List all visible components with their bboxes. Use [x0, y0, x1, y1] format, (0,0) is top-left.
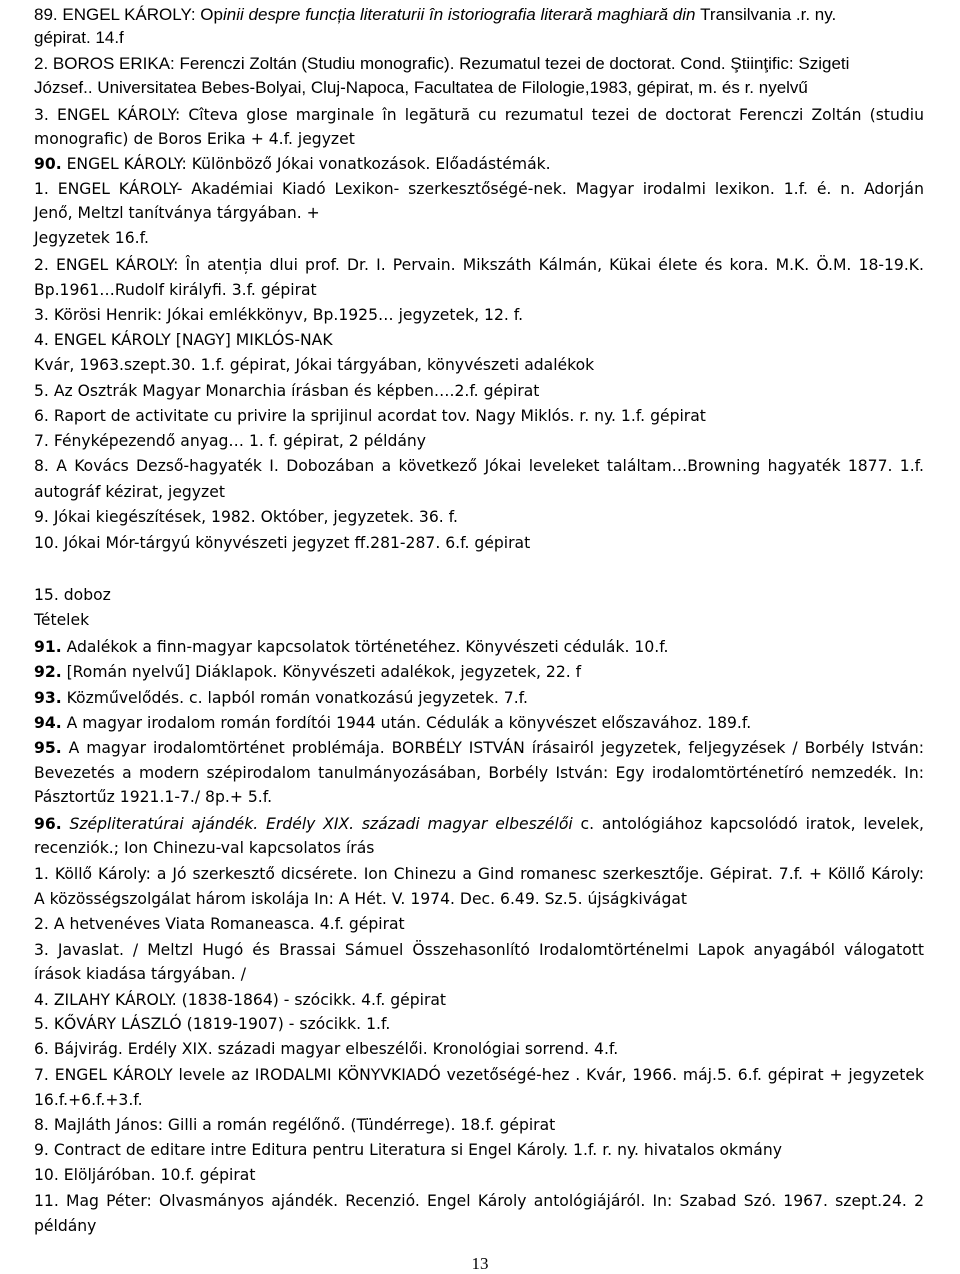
document-line: 4. ZILAHY KÁROLY. (1838-1864) - szócikk. 4.f. gépirat [34, 991, 447, 1009]
document-line: Jegyzetek 16.f. [34, 229, 149, 247]
document-line: 7. Fényképezendő anyag… 1. f. gépirat, 2 példány [34, 432, 427, 450]
document-line: 11. Mag Péter: Olvasmányos ajándék. Recenzió. Engel Károly antológiájáról. In: Szabad Szó. 1967. szept.24. 2 [34, 1192, 924, 1210]
document-line: 15. doboz [34, 586, 111, 604]
document-line: A közösségszolgálat három iskolája In: A Hét. V. 1974. Dec. 6.49. Sz.5. újságkivágat [34, 890, 688, 908]
document-line: példány [34, 1217, 97, 1235]
document-line: 7. ENGEL KÁROLY levele az IRODALMI KÖNYVKIADÓ vezetőségé-hez . Kvár, 1966. máj.5. 6.f. gépirat + jegyzetek [34, 1066, 924, 1084]
document-line: 9. Jókai kiegészítések, 1982. Október, jegyzetek. 36. f. [34, 508, 458, 526]
document-line: 3. Javaslat. / Meltzl Hugó és Brassai Sámuel Összehasonlító Irodalomtörténelmi Lapok anyagából válogatott [34, 941, 924, 959]
document-line: Bp.1961…Rudolf királyfi. 3.f. gépirat [34, 281, 317, 299]
document-line: gépirat. 14.f [34, 28, 124, 47]
document-line: Jenő, Meltzl tanítványa tárgyában. + [34, 204, 320, 222]
document-line: Pásztortűz 1921.1-7./ 8p.+ 5.f. [34, 788, 273, 806]
document-line: Kvár, 1963.szept.30. 1.f. gépirat, Jókai tárgyában, könyvészeti adalékok [34, 356, 595, 374]
document-line: 93. Közművelődés. c. lapból román vonatkozású jegyzetek. 7.f. [34, 689, 528, 707]
document-line: 10. Jókai Mór-tárgyú könyvészeti jegyzet ff.281-287. 6.f. gépirat [34, 534, 531, 552]
document-line: 94. A magyar irodalom román fordítói 1944 után. Cédulák a könyvészet előszavához. 189.f. [34, 714, 752, 732]
document-line: 1. Köllő Károly: a Jó szerkesztő dicsérete. Ion Chinezu a Gind romanesc szerkesztője. Gépirat. 7.f. + Köllő Károly: [34, 865, 924, 883]
document-line: 3. ENGEL KÁROLY: Cîteva glose marginale în legătură cu rezumatul tezei de doctorat Ferenczi Zoltán (studiu [34, 106, 924, 124]
document-line: József.. Universitatea Bebes-Bolyai, Cluj-Napoca, Facultatea de Filologie,1983, gépirat, m. és r. nyelvű [34, 78, 808, 97]
document-line: Tételek [34, 611, 90, 629]
page-number: 13 [471, 1254, 489, 1273]
document-line: 6. Bájvirág. Erdély XIX. századi magyar elbeszélői. Kronológiai sorrend. 4.f. [34, 1040, 619, 1058]
document-line: 2. A hetvenéves Viata Romaneasca. 4.f. gépirat [34, 915, 405, 933]
document-line: 2. BOROS ERIKA: Ferenczi Zoltán (Studiu monografic). Rezumatul tezei de doctorat. Cond. Ştiinţific: Szigeti [34, 54, 850, 73]
document-line: 5. KŐVÁRY LÁSZLÓ (1819-1907) - szócikk. 1.f. [34, 1015, 391, 1033]
document-line: monografic) de Boros Erika + 4.f. jegyzet [34, 130, 355, 148]
document-line: 2. ENGEL KÁROLY: În atenția dlui prof. Dr. I. Pervain. Mikszáth Kálmán, Kükai élete és kora. M.K. Ö.M. 18-19.K. [34, 256, 924, 274]
document-line: 9. Contract de editare intre Editura pentru Literatura si Engel Károly. 1.f. r. ny. hivatalos okmány [34, 1141, 782, 1159]
document-line: 92. [Román nyelvű] Diáklapok. Könyvészeti adalékok, jegyzetek, 22. f [34, 663, 582, 681]
document-line: 4. ENGEL KÁROLY [NAGY] MIKLÓS-NAK [34, 331, 333, 349]
document-line: 8. A Kovács Dezső-hagyaték I. Dobozában a következő Jókai leveleket találtam…Browning hagyaték 1877. 1.f. [34, 457, 924, 475]
document-line: 6. Raport de activitate cu privire la sprijinul acordat tov. Nagy Miklós. r. ny. 1.f. gépirat [34, 407, 706, 425]
document-line: írások kiadása tárgyában. / [34, 965, 246, 983]
document-line: recenziók.; Ion Chinezu-val kapcsolatos írás [34, 839, 375, 857]
document-line: 91. Adalékok a finn-magyar kapcsolatok történetéhez. Könyvészeti cédulák. 10.f. [34, 638, 669, 656]
document-line: 3. Körösi Henrik: Jókai emlékkönyv, Bp.1925… jegyzetek, 12. f. [34, 306, 524, 324]
document-line: autográf kézirat, jegyzet [34, 483, 225, 501]
document-line: 90. ENGEL KÁROLY: Különböző Jókai vonatkozások. Előadástémák. [34, 155, 551, 173]
document-line: 96. Szépliteratúrai ajándék. Erdély XIX. századi magyar elbeszélői c. antológiához kapcsolódó iratok, levelek, [34, 815, 924, 833]
document-line: Bevezetés a modern szépirodalom tanulmányozásában, Borbély István: Egy irodalomtörténetíró nemzedék. In: [34, 764, 924, 782]
document-line: 10. Elöljáróban. 10.f. gépirat [34, 1166, 256, 1184]
document-line: 8. Majláth János: Gilli a román regélőnő. (Tündérrege). 18.f. gépirat [34, 1116, 556, 1134]
document-line: 16.f.+6.f.+3.f. [34, 1091, 143, 1109]
document-line: 5. Az Osztrák Magyar Monarchia írásban és képben….2.f. gépirat [34, 382, 540, 400]
document-line: 89. ENGEL KÁROLY: Opinii despre funcția literaturii în istoriografia literară maghiară din Transilvania .r. ny. [34, 5, 837, 24]
document-line: 1. ENGEL KÁROLY- Akadémiai Kiadó Lexikon- szerkesztőségé-nek. Magyar irodalmi lexikon. 1.f. é. n. Adorján [34, 180, 924, 198]
document-line: 95. A magyar irodalomtörténet problémája. BORBÉLY ISTVÁN írásairól jegyzetek, feljegyzések / Borbély István: [34, 739, 924, 757]
